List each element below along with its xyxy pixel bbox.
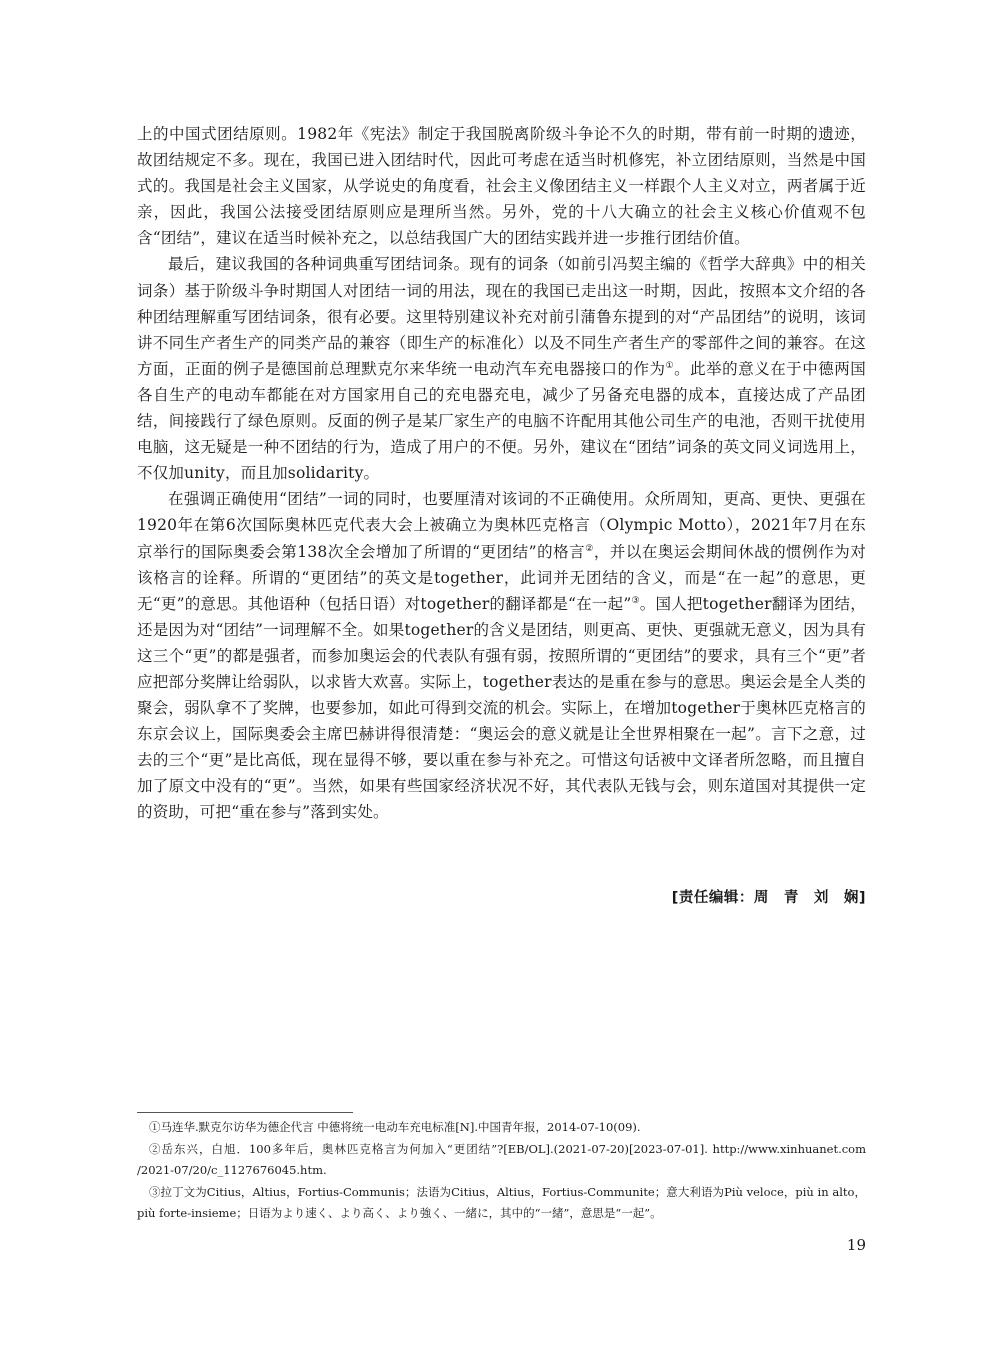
footnote-2: ②岳东兴，白旭．100多年后，奥林匹克格言为何加入“更团结”?[EB/OL].(2021-07-20)[2023-07-01]. http://www.xinhuanet.com /2021-07/20/c_1127676045.htm.: [137, 1141, 866, 1177]
editor-credit: [责任编辑：周 青 刘 娴]: [671, 890, 866, 906]
footnote-ref-2: ②: [585, 543, 594, 554]
paragraph-3: [137, 486, 866, 825]
paragraph-2: [137, 251, 866, 486]
paragraph-2-text-a: 最后，建议我国的各种词典重写团结词条。现有的词条（如前引冯契主编的《哲学大辞典》中的相关词条）基于阶级斗争时期国人对团结一词的用法，现在的我国已走出这一时期，因此，按照本文介绍的各种团结理解重写团结词条，很有必要。这里特别建议补充对前引蒲鲁东提到的对“产品团结”的说明，该词讲不同生产者生产的同类产品的兼容（即生产的标准化）以及不同生产者生产的零部件之间的兼容。在这方面，正面的例子是德国前总理默克尔来华统一电动汽车充电器接口的作为: [137, 255, 866, 378]
paragraph-3-text-c: 。国人把together翻译为团结，还是因为对“团结”一词理解不全。如果together的含义是团结，则更高、更快、更强就无意义，因为具有这三个“更”的都是强者，而参加奥运会的代表队有强有弱，按照所谓的“更团结”的要求，具有三个“更”者应把部分奖牌让给弱队，以求皆大欢喜。实际上，together表达的是重在参与的意思。奥运会是全人类的聚会，弱队拿不了奖牌，也要参加，如此可得到交流的机会。实际上，在增加together于奥林匹克格言的东京会议上，国际奥委会主席巴赫讲得很清楚：“奥运会的意义就是让全世界相聚在一起”。言下之意，过去的三个“更”是比高低，现在显得不够，要以重在参与补充之。可惜这句话被中文译者所忽略，而且擅自加了原文中没有的“更”。当然，如果有些国家经济状况不好，其代表队无钱与会，则东道国对其提供一定的资助，可把“重在参与”落到实处。: [137, 594, 867, 822]
footnotes: [137, 1117, 866, 1225]
paragraph-2-text-b: 。此举的意义在于中德两国各自生产的电动车都能在对方国家用自己的充电器充电，减少了另备充电器的成本，直接达成了产品团结，间接践行了绿色原则。反面的例子是某厂家生产的电脑不许配用其他公司生产的电池，否则干扰使用电脑，这无疑是一种不团结的行为，造成了用户的不便。另外，建议在“团结”词条的英文同义词选用上，不仅加unity，而且加solidarity。: [137, 359, 866, 483]
footnote-3: ③拉丁文为Citius，Altius，Fortius-Communis；法语为Citius，Altius，Fortius-Communite；意大利语为Più veloce，più in alto，più forte-insieme；日语为より速く、より高く、より強く、一緒に，其中的“一緒”，意思是“一起”。: [137, 1184, 866, 1220]
paragraph-1: 上的中国式团结原则。1982年《宪法》制定于我国脱离阶级斗争论不久的时期，带有前一时期的遗迹，故团结规定不多。现在，我国已进入团结时代，因此可考虑在适当时机修宪，补立团结原则，当然是中国式的。我国是社会主义国家，从学说史的角度看，社会主义像团结主义一样跟个人主义对立，两者属于近亲，因此，我国公法接受团结原则应是理所当然。另外，党的十八大确立的社会主义核心价值观不包含“团结”，建议在适当时候补充之，以总结我国广大的团结实践并进一步推行团结价值。: [137, 125, 866, 248]
footnote-divider: [137, 1112, 353, 1113]
paragraph-3-text-b: ，并以在奥运会期间休战的惯例作为对该格言的诠释。所谓的“更团结”的英文是together，此词并无团结的含义，而是“在一起”的意思，更无“更”的意思。其他语种（包括日语）对together的翻译都是“在一起”: [137, 542, 867, 613]
footnote-ref-1: ①: [665, 360, 675, 371]
footnote-ref-3: ③: [631, 595, 640, 606]
article-body: [137, 121, 866, 826]
paragraph-3-text-a: 在强调正确使用“团结”一词的同时，也要厘清对该词的不正确使用。众所周知，更高、更快、更强在1920年在第6次国际奥林匹克代表大会上被确立为奥林匹克格言（Olympic Motto），2021年7月在东京举行的国际奥委会第138次全会增加了所谓的“更团结”的格言: [137, 490, 866, 561]
footnote-1: ①马连华.默克尔访华为德企代言 中德将统一电动车充电标准[N].中国青年报，2014-07-10(09).: [149, 1120, 641, 1134]
page-number: 19: [846, 1236, 866, 1254]
